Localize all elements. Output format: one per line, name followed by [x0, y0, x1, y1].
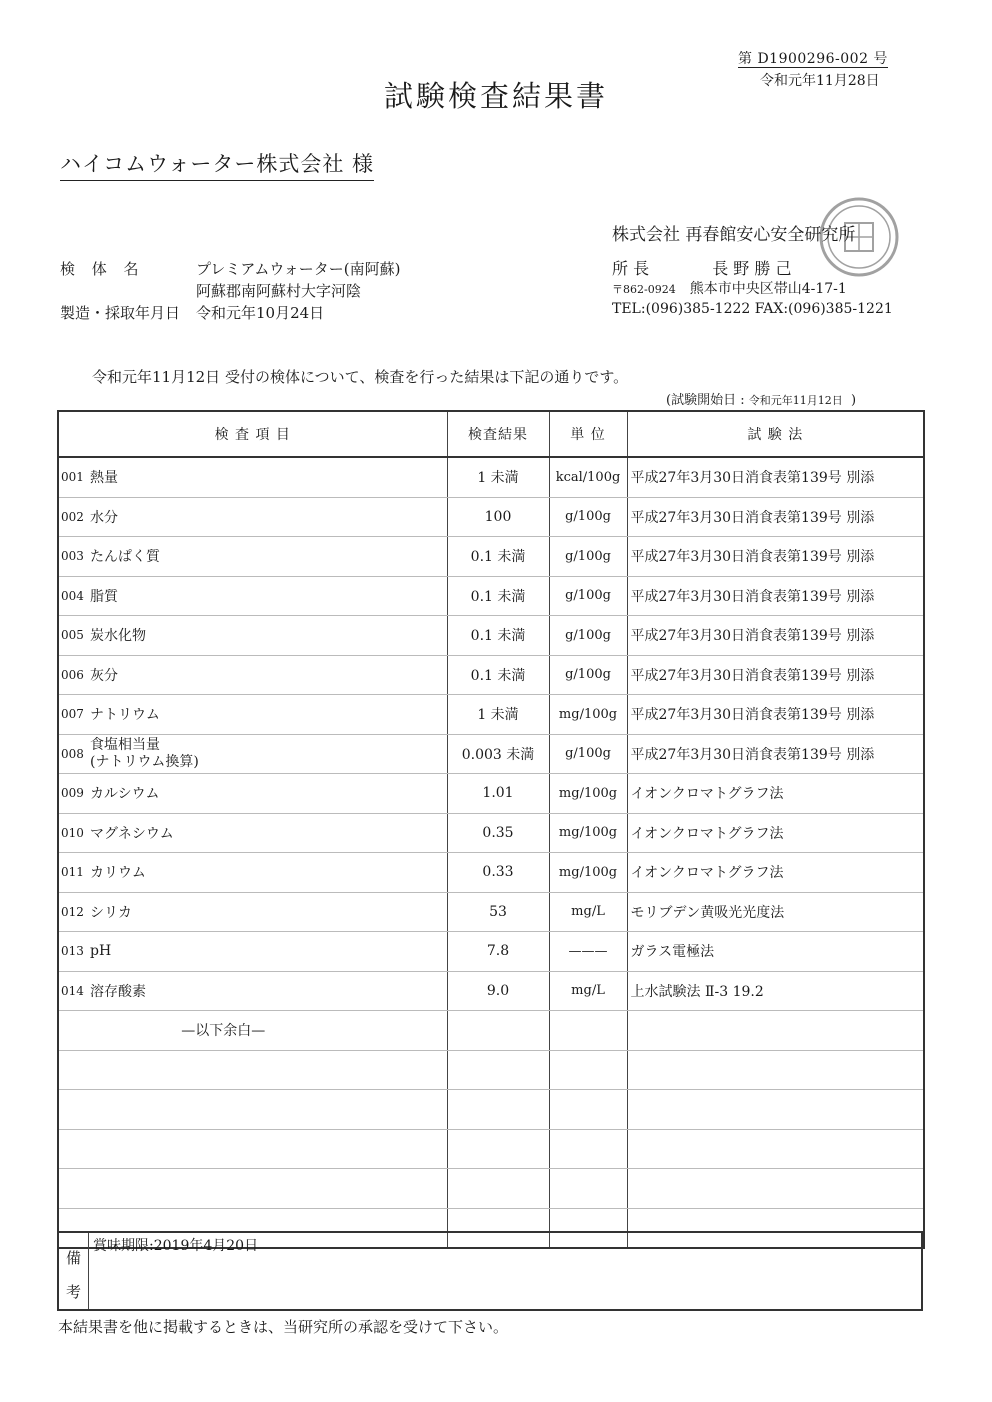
- row-unit: g/100g: [549, 576, 627, 616]
- row-result: 1 未満: [447, 457, 549, 497]
- recipient: ハイコムウォーター株式会社 様: [60, 148, 374, 181]
- results-table: [57, 410, 925, 1249]
- lab-name: 株式会社 再春館安心安全研究所: [612, 225, 856, 245]
- row-item: 熱量: [88, 457, 447, 497]
- row-result: 0.35: [447, 813, 549, 853]
- table-row: [58, 734, 924, 774]
- sample-name-label: 検 体 名: [60, 260, 145, 278]
- row-item: たんぱく質: [88, 537, 447, 577]
- row-unit: g/100g: [549, 734, 627, 774]
- row-method: モリブデン黄吸光光度法: [627, 892, 924, 932]
- row-item: 灰分: [88, 655, 447, 695]
- sample-date-label: 製造・採取年月日: [60, 304, 181, 322]
- row-unit: g/100g: [549, 537, 627, 577]
- row-result: 0.1 未満: [447, 616, 549, 656]
- row-item: 脂質: [88, 576, 447, 616]
- row-unit: mg/100g: [549, 695, 627, 735]
- row-item: ナトリウム: [88, 695, 447, 735]
- row-number: 005: [58, 616, 88, 656]
- remarks-label: 備 考: [59, 1233, 89, 1309]
- table-row: [58, 576, 924, 616]
- lab-contact: TEL:(096)385-1222 FAX:(096)385-1221: [612, 301, 893, 317]
- row-method: イオンクロマトグラフ法: [627, 774, 924, 814]
- row-number: 013: [58, 932, 88, 972]
- table-row: [58, 616, 924, 656]
- row-result: 0.1 未満: [447, 537, 549, 577]
- table-row: [58, 1129, 924, 1169]
- row-unit: g/100g: [549, 497, 627, 537]
- row-number: 012: [58, 892, 88, 932]
- row-method: 平成27年3月30日消食表第139号 別添: [627, 497, 924, 537]
- row-item: 炭水化物: [88, 616, 447, 656]
- row-result: 9.0: [447, 971, 549, 1011]
- row-unit: kcal/100g: [549, 457, 627, 497]
- row-unit: mg/100g: [549, 853, 627, 893]
- document-number: 第 D1900296-002 号: [738, 51, 888, 67]
- row-unit: mg/L: [549, 892, 627, 932]
- row-number: 014: [58, 971, 88, 1011]
- row-number: 004: [58, 576, 88, 616]
- row-method: 上水試験法 Ⅱ-3 19.2: [627, 971, 924, 1011]
- remarks-text: 賞味期限:2019年4月20日: [93, 1238, 259, 1254]
- table-row: [58, 537, 924, 577]
- table-row: [58, 971, 924, 1011]
- row-number: 008: [58, 734, 88, 774]
- row-number: 007: [58, 695, 88, 735]
- row-item: 食塩相当量 (ナトリウム換算): [88, 734, 447, 774]
- row-result: 1.01: [447, 774, 549, 814]
- row-item: カリウム: [88, 853, 447, 893]
- table-row: [58, 853, 924, 893]
- row-unit: g/100g: [549, 616, 627, 656]
- row-result: 53: [447, 892, 549, 932]
- header-method: 試 験 法: [627, 411, 924, 457]
- test-start-date: (試験開始日 : 令和元年11月12日 ): [666, 393, 857, 408]
- table-row: [58, 932, 924, 972]
- row-result: 0.1 未満: [447, 576, 549, 616]
- row-item: シリカ: [88, 892, 447, 932]
- header-unit: 単 位: [549, 411, 627, 457]
- row-item: カルシウム: [88, 774, 447, 814]
- header-result: 検査結果: [447, 411, 549, 457]
- row-item: 溶存酸素: [88, 971, 447, 1011]
- row-item: マグネシウム: [88, 813, 447, 853]
- table-row: [58, 1169, 924, 1209]
- table-header: [58, 411, 924, 457]
- row-number: 009: [58, 774, 88, 814]
- row-number: 001: [58, 457, 88, 497]
- lab-director: [612, 256, 791, 279]
- page-title: 試験検査結果書: [383, 79, 608, 113]
- table-row: [58, 457, 924, 497]
- row-item: 水分: [88, 497, 447, 537]
- row-method: 平成27年3月30日消食表第139号 別添: [627, 734, 924, 774]
- row-unit: mg/100g: [549, 813, 627, 853]
- row-item: pH: [88, 932, 447, 972]
- remarks-box: [57, 1231, 923, 1311]
- row-method: ガラス電極法: [627, 932, 924, 972]
- row-unit: mg/L: [549, 971, 627, 1011]
- row-method: イオンクロマトグラフ法: [627, 813, 924, 853]
- table-row: [58, 813, 924, 853]
- row-number: 006: [58, 655, 88, 695]
- lab-address: [612, 278, 847, 298]
- lab-zip: 〒862-0924: [612, 283, 676, 296]
- row-method: イオンクロマトグラフ法: [627, 853, 924, 893]
- sample-name: プレミアムウォーター(南阿蘇): [196, 260, 401, 278]
- row-method: 平成27年3月30日消食表第139号 別添: [627, 616, 924, 656]
- row-method: 平成27年3月30日消食表第139号 別添: [627, 576, 924, 616]
- row-method: 平成27年3月30日消食表第139号 別添: [627, 457, 924, 497]
- row-result: 0.1 未満: [447, 655, 549, 695]
- row-number: 003: [58, 537, 88, 577]
- row-result: 0.003 未満: [447, 734, 549, 774]
- row-unit: mg/100g: [549, 774, 627, 814]
- issue-date: 令和元年11月28日: [760, 73, 880, 89]
- row-result: 100: [447, 497, 549, 537]
- row-result: 1 未満: [447, 695, 549, 735]
- row-result: 7.8: [447, 932, 549, 972]
- sample-date: 令和元年10月24日: [196, 304, 325, 322]
- director-title: 所 長: [612, 259, 650, 278]
- director-name: 長 野 勝 己: [712, 259, 792, 278]
- sample-location: 阿蘇郡南阿蘇村大字河陰: [196, 282, 362, 300]
- row-number: 010: [58, 813, 88, 853]
- margin-note: —以下余白—: [88, 1011, 447, 1051]
- header-item: 検 査 項 目: [58, 411, 447, 457]
- table-row: [58, 695, 924, 735]
- row-unit: ———: [549, 932, 627, 972]
- row-number: 002: [58, 497, 88, 537]
- table-row: [58, 1090, 924, 1130]
- table-row: [58, 892, 924, 932]
- table-row: [58, 1050, 924, 1090]
- row-result: 0.33: [447, 853, 549, 893]
- row-number: 011: [58, 853, 88, 893]
- footer-note: 本結果書を他に掲載するときは、当研究所の承認を受けて下さい。: [58, 1318, 509, 1336]
- lab-street: 熊本市中央区帯山4-17-1: [689, 281, 847, 297]
- table-row: [58, 1011, 924, 1051]
- row-method: 平成27年3月30日消食表第139号 別添: [627, 537, 924, 577]
- row-method: 平成27年3月30日消食表第139号 別添: [627, 695, 924, 735]
- table-row: [58, 497, 924, 537]
- table-row: [58, 655, 924, 695]
- table-row: [58, 774, 924, 814]
- row-method: 平成27年3月30日消食表第139号 別添: [627, 655, 924, 695]
- intro-text: 令和元年11月12日 受付の検体について、検査を行った結果は下記の通りです。: [92, 368, 629, 386]
- row-unit: g/100g: [549, 655, 627, 695]
